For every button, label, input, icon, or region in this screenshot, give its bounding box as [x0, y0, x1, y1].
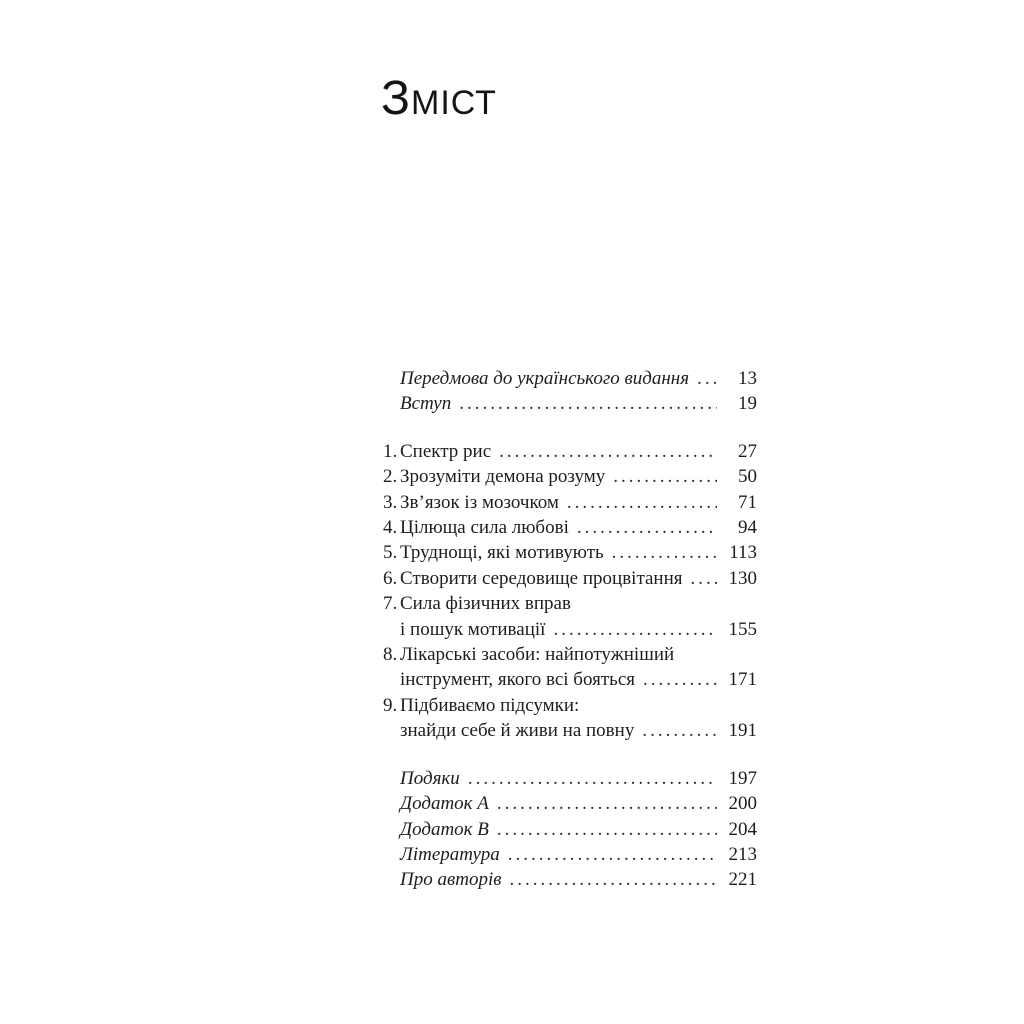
- toc-entry-label: Додаток В: [400, 818, 489, 840]
- toc-entry-label: інструмент, якого всі бояться: [400, 669, 635, 691]
- toc-group: [383, 766, 757, 893]
- toc-entry-label: Труднощі, які мотивують: [400, 542, 604, 564]
- toc-entry-line: [383, 766, 757, 791]
- toc-entry-line: [383, 439, 757, 464]
- toc-entry-label: Цілюща сила любові: [400, 517, 569, 539]
- toc-entry-line: [383, 540, 757, 565]
- toc-entry-number: 3.: [383, 491, 398, 513]
- toc-entry-page-number: 204: [728, 818, 757, 840]
- dot-leader: [508, 842, 717, 867]
- toc-entry-label: Про авторів: [400, 869, 502, 891]
- toc-entry-number: 6.: [383, 567, 398, 589]
- toc-entry-label: Спектр рис: [400, 440, 492, 462]
- dot-leader: [497, 817, 717, 842]
- toc-entry-line: [383, 867, 757, 892]
- toc-entry-line: [383, 842, 757, 867]
- toc-entry-page-number: 94: [738, 517, 757, 539]
- toc-entry-page-number: 19: [738, 393, 757, 415]
- toc-group: [383, 366, 757, 417]
- toc-entry-number: 7.: [383, 593, 398, 615]
- dot-leader: [459, 391, 717, 416]
- dot-leader: [499, 439, 717, 464]
- toc-entry-page-number: 200: [728, 793, 757, 815]
- toc-entry-label: Вступ: [400, 393, 452, 415]
- toc-entry-label: і пошук мотивації: [400, 618, 546, 640]
- table-of-contents: [383, 366, 757, 893]
- toc-entry-page-number: 191: [728, 720, 757, 742]
- toc-entry-number: 4.: [383, 517, 398, 539]
- toc-entry-number: 2.: [383, 466, 398, 488]
- toc-entry-page-number: 197: [728, 767, 757, 789]
- dot-leader: [497, 791, 717, 816]
- toc-entry-label: Створити середовище процвітання: [400, 567, 683, 589]
- dot-leader: [643, 667, 717, 692]
- toc-entry-label: Сила фізичних вправ: [400, 593, 571, 615]
- toc-entry-number: 8.: [383, 644, 398, 666]
- toc-entry-label: Зрозуміти демона розуму: [400, 466, 606, 488]
- toc-entry-page-number: 171: [728, 669, 757, 691]
- toc-entry-line: [383, 490, 757, 515]
- dot-leader: [613, 464, 717, 489]
- toc-entry-label: Подяки: [400, 767, 460, 789]
- toc-entry-number: 5.: [383, 542, 398, 564]
- toc-entry-label: Лікарські засоби: найпотужніший: [400, 644, 675, 666]
- toc-entry-page-number: 13: [738, 368, 757, 389]
- dot-leader: [642, 718, 717, 743]
- toc-entry-line: [383, 464, 757, 489]
- toc-group: [383, 439, 757, 744]
- toc-entry-line: [383, 366, 757, 391]
- page-title: Зміст: [381, 72, 497, 125]
- toc-entry-line: [383, 391, 757, 416]
- dot-leader: [697, 366, 717, 391]
- dot-leader: [553, 617, 717, 642]
- toc-entry-page-number: 50: [738, 466, 757, 488]
- toc-entry-line: [383, 791, 757, 816]
- dot-leader: [567, 490, 717, 515]
- toc-entry-line: [383, 817, 757, 842]
- toc-entry-label: знайди себе й живи на повну: [400, 720, 635, 742]
- toc-entry-page-number: 155: [728, 618, 757, 640]
- toc-entry-line: [383, 617, 757, 642]
- toc-entry-line: [383, 566, 757, 591]
- toc-entry-page-number: 71: [738, 491, 757, 513]
- dot-leader: [691, 566, 718, 591]
- dot-leader: [577, 515, 717, 540]
- toc-entry-line: [383, 591, 757, 616]
- toc-entry-line: [383, 718, 757, 743]
- dot-leader: [612, 540, 717, 565]
- toc-entry-number: 9.: [383, 694, 398, 716]
- dot-leader: [509, 867, 717, 892]
- toc-entry-label: Література: [400, 843, 500, 865]
- toc-entry-line: [383, 642, 757, 667]
- toc-entry-line: [383, 515, 757, 540]
- toc-entry-page-number: 130: [728, 567, 757, 589]
- toc-entry-page-number: 221: [728, 869, 757, 891]
- toc-entry-number: 1.: [383, 440, 398, 462]
- dot-leader: [468, 766, 717, 791]
- toc-entry-page-number: 113: [729, 542, 757, 564]
- toc-entry-label: Передмова до українського видання: [400, 368, 690, 389]
- toc-entry-label: Додаток А: [400, 793, 489, 815]
- toc-entry-label: Підбиваємо підсумки:: [400, 694, 580, 716]
- toc-entry-page-number: 213: [728, 843, 757, 865]
- toc-entry-label: Зв’язок із мозочком: [400, 491, 559, 513]
- toc-entry-page-number: 27: [738, 440, 757, 462]
- toc-entry-line: [383, 667, 757, 692]
- toc-entry-line: [383, 693, 757, 718]
